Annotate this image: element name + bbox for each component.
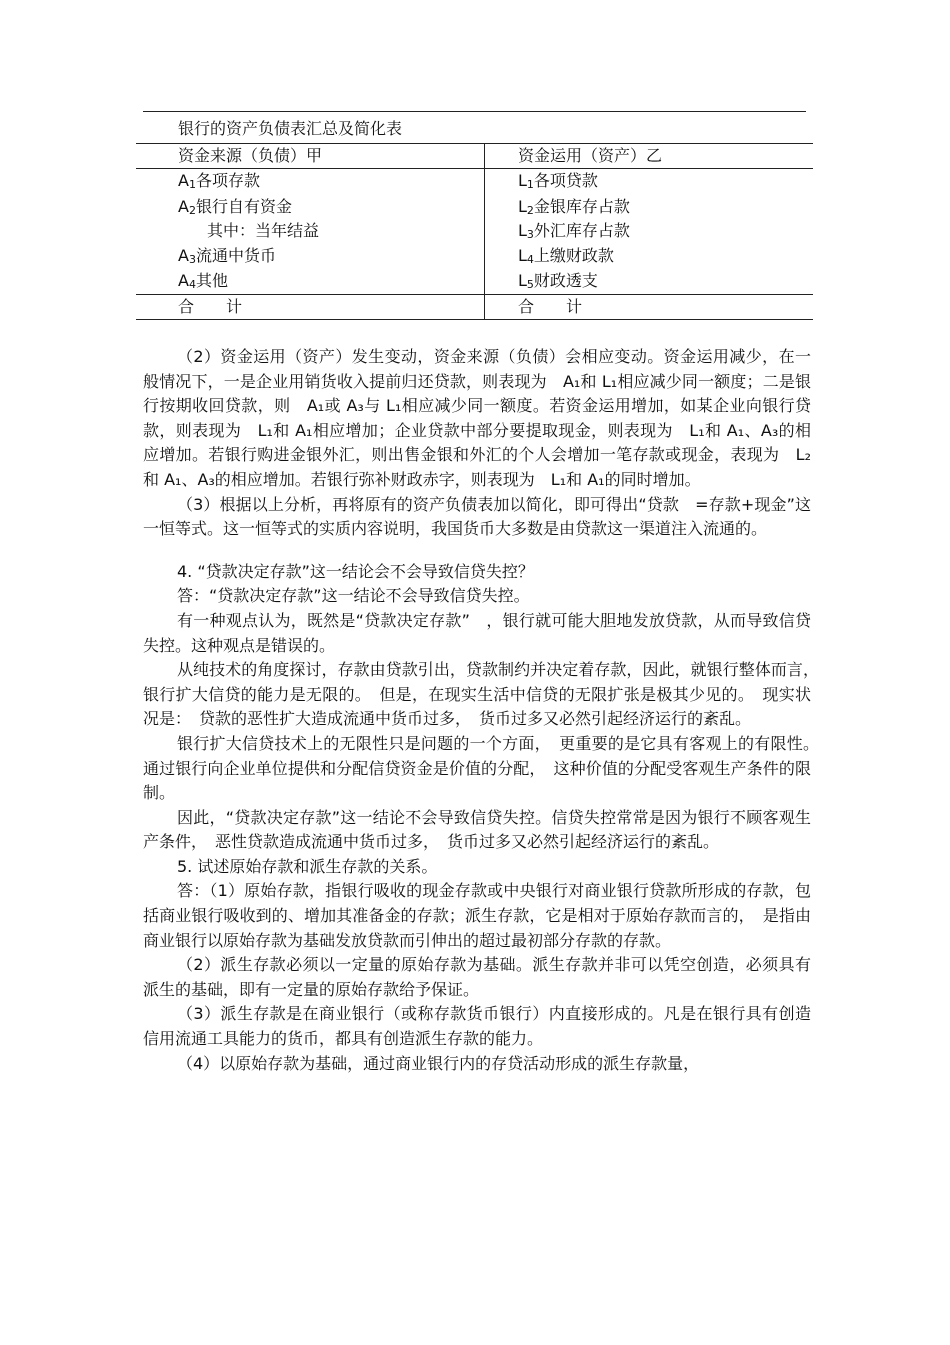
- paragraph: （3）根据以上分析，再将原有的资产负债表加以简化，即可得出“贷款 =存款+现金”这一恒等式。这一恒等式的实质内容说明，我国货币大多数是由贷款这一渠道注入流通的。: [143, 494, 811, 539]
- right-row: $L_5$财政透支: [518, 271, 598, 291]
- paragraph: 从纯技术的角度探讨，存款由贷款引出，贷款制约并决定着存款，因此，就银行整体而言， 银行扩大信贷的能力是无限的。 但是，在现实生活中信贷的无限扩张是极其少见的。 现实状况是： 贷款的恶性扩大造成流通中货币过多， 货币过多又必然引起经济运行的紊乱。: [143, 660, 828, 729]
- right-column-header: 资金运用（资产）乙: [518, 146, 663, 165]
- paragraph: （4）以原始存款为基础，通过商业银行内的存贷活动形成的派生存款量，: [177, 1053, 700, 1073]
- left-row: $A_2$银行自有资金: [178, 197, 292, 217]
- right-row: $L_4$上缴财政款: [518, 246, 614, 266]
- body-text: [143, 345, 828, 1076]
- left-row: 其中：当年结益: [207, 221, 320, 240]
- right-total-label: 合 计: [518, 297, 583, 316]
- left-row: $A_3$流通中货币: [178, 246, 276, 266]
- question-heading: 5. 试述原始存款和派生存款的关系。: [177, 856, 438, 876]
- right-row: $L_1$各项贷款: [518, 171, 598, 191]
- paragraph: 银行扩大信贷技术上的无限性只是问题的一个方面， 更重要的是它具有客观上的有限性。 通过银行向企业单位提供和分配信贷资金是价值的分配， 这种价值的分配受客观生产条件的限制。: [143, 733, 828, 803]
- table-bottom-rule: [136, 319, 813, 320]
- answer-paragraph: 答：“贷款决定存款”这一结论不会导致信贷失控。: [177, 586, 530, 606]
- paragraph: 因此，“贷款决定存款”这一结论不会导致信贷失控。信贷失控常常是因为银行不顾客观生产条件， 恶性贷款造成流通中货币过多， 货币过多又必然引起经济运行的紊乱。: [143, 807, 811, 852]
- table-column-divider: [484, 143, 485, 319]
- right-row: $L_2$金银库存占款: [518, 197, 630, 217]
- paragraph: （2）资金运用（资产）发生变动，资金来源（负债）会相应变动。资金运用减少，在一般情况下，一是企业用销货收入提前归还贷款，则表现为 A₁和 L₁相应减少同一额度；二是银行按期收回贷款，则 A₁或 A₃与 L₁相应减少同一额度。若资金运用增加，如某企业向银行贷款，则表现为 L₁和 A₁相应增加；企业贷款中部分要提取现金，则表现为 L₁和 A₁、A₃的相应增加。若银行购进金银外汇，则出售金银和外汇的个人会增加一笔存款或现金，表现为 L₂和 A₁、A₃的相应增加。若银行弥补财政赤字，则表现为 L₁和 A₁的同时增加。: [143, 347, 811, 489]
- table-top-rule: [143, 111, 806, 112]
- paragraph: （2）派生存款必须以一定量的原始存款为基础。派生存款并非可以凭空创造，必须具有派生的基础，即有一定量的原始存款给予保证。: [143, 955, 811, 999]
- left-row: $A_4$其他: [178, 271, 228, 291]
- right-row: $L_3$外汇库存占款: [518, 221, 630, 241]
- left-total-label: 合 计: [178, 297, 243, 316]
- answer-paragraph: 答：（1）原始存款，指银行吸收的现金存款或中央银行对商业银行贷款所形成的存款，包括商业银行吸收到的、增加其准备金的存款；派生存款，它是相对于原始存款而言的， 是指由商业银行以原始存款为基础发放贷款而引伸出的超过最初部分存款的存款。: [143, 881, 811, 950]
- question-heading: 4. “贷款决定存款”这一结论会不会导致信贷失控？: [177, 561, 534, 581]
- paragraph: 有一种观点认为，既然是“贷款决定存款” ，银行就可能大胆地发放贷款，从而导致信贷失控。这种观点是错误的。: [143, 610, 811, 655]
- paragraph: （3）派生存款是在商业银行（或称存款货币银行）内直接形成的。凡是在银行具有创造信用流通工具能力的货币，都具有创造派生存款的能力。: [143, 1004, 811, 1049]
- left-row: $A_1$各项存款: [178, 171, 260, 191]
- left-column-header: 资金来源（负债）甲: [178, 146, 323, 165]
- table-caption: 银行的资产负债表汇总及简化表: [178, 119, 403, 138]
